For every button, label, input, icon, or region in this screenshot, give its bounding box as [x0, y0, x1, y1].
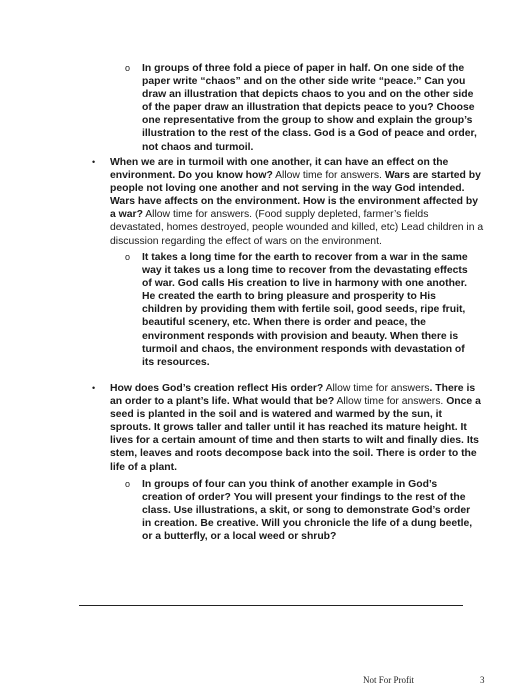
sub-bullet-text: In groups of three fold a piece of paper in half. On one side of the paper write “chaos” and on the other side write “peace.” Can you draw an illustration that depicts chaos to you and on the other side of the paper draw an illustration that depicts peace to you? Choose one representative from the group to show and explain the group’s illustration to the rest of the class. God is a God of peace and order, not chaos and turmoil.: [142, 63, 477, 153]
bullet-bold-text: . There is an order to a plant’s life. What would that be?: [110, 383, 476, 408]
bullet-bold-text: When we are in turmoil with one another, it can have an effect on the environment. Do you know how?: [110, 157, 449, 182]
bullet-bold-text: How does God’s creation reflect His order?: [110, 383, 324, 394]
sub-bullet-groups-of-four: [125, 478, 477, 543]
circle-bullet: o: [125, 252, 131, 262]
page-number: 3: [480, 675, 485, 685]
bullet-normal-text: Allow time for answers.: [334, 396, 447, 408]
bullet-turmoil-environment: [92, 156, 485, 248]
bullet-dot: •: [92, 157, 96, 167]
bullet-bold-text: Once a seed is planted in the soil and is watered and warmed by the sun, it sprouts. It grows taller and taller until it has reached its mature height. It lives for a certain amount of time and then starts to wilt and finally dies. Its stem, leaves and roots decompose back into the soil. There is order to the life of a plant.: [110, 396, 481, 473]
sub-bullet-text: It takes a long time for the earth to recover from a war in the same way it takes us a long time to recover from the devastating effects of war. God calls His creation to live in harmony with one another. He created the earth to bring pleasure and prosperity to His children by providing them with fertile soil, good seeds, ripe fruit, beautiful scenery, etc. When there is order and peace, the environment responds with provision and beauty. When there is turmoil and chaos, the environment responds with devastation of its resources.: [142, 252, 468, 368]
sub-bullet-chaos-peace: [125, 62, 477, 154]
footer-divider: [79, 605, 463, 606]
sub-bullet-recovery: [125, 251, 477, 369]
footer-label: Not For Profit: [363, 675, 415, 685]
circle-bullet: o: [125, 479, 131, 489]
circle-bullet: o: [125, 63, 131, 73]
bullet-normal-text: Allow time for answers: [323, 383, 430, 394]
bullet-creation-order: [92, 382, 485, 474]
bullet-bold-text: Wars are started by people not loving one another and not serving in the way God intended. Wars have affects on the environment. How is the environment affected by a war?: [110, 170, 481, 221]
bullet-normal-text: Allow time for answers. (Food supply depleted, farmer’s fields devastated, homes destroyed, people wounded and killed, etc) Lead children in a discussion regarding the effect of wars on the environment.: [110, 209, 484, 247]
bullet-normal-text: Allow time for answers.: [272, 170, 385, 182]
sub-bullet-text: In groups of four can you think of another example in God’s creation of order? You will present your findings to the rest of the class. Use illustrations, a skit, or song to demonstrate God’s order in creation. Be creative. Will you chronicle the life of a dung beetle, or a butterfly, or a local weed or shrub?: [142, 479, 473, 543]
bullet-dot: •: [92, 383, 96, 393]
